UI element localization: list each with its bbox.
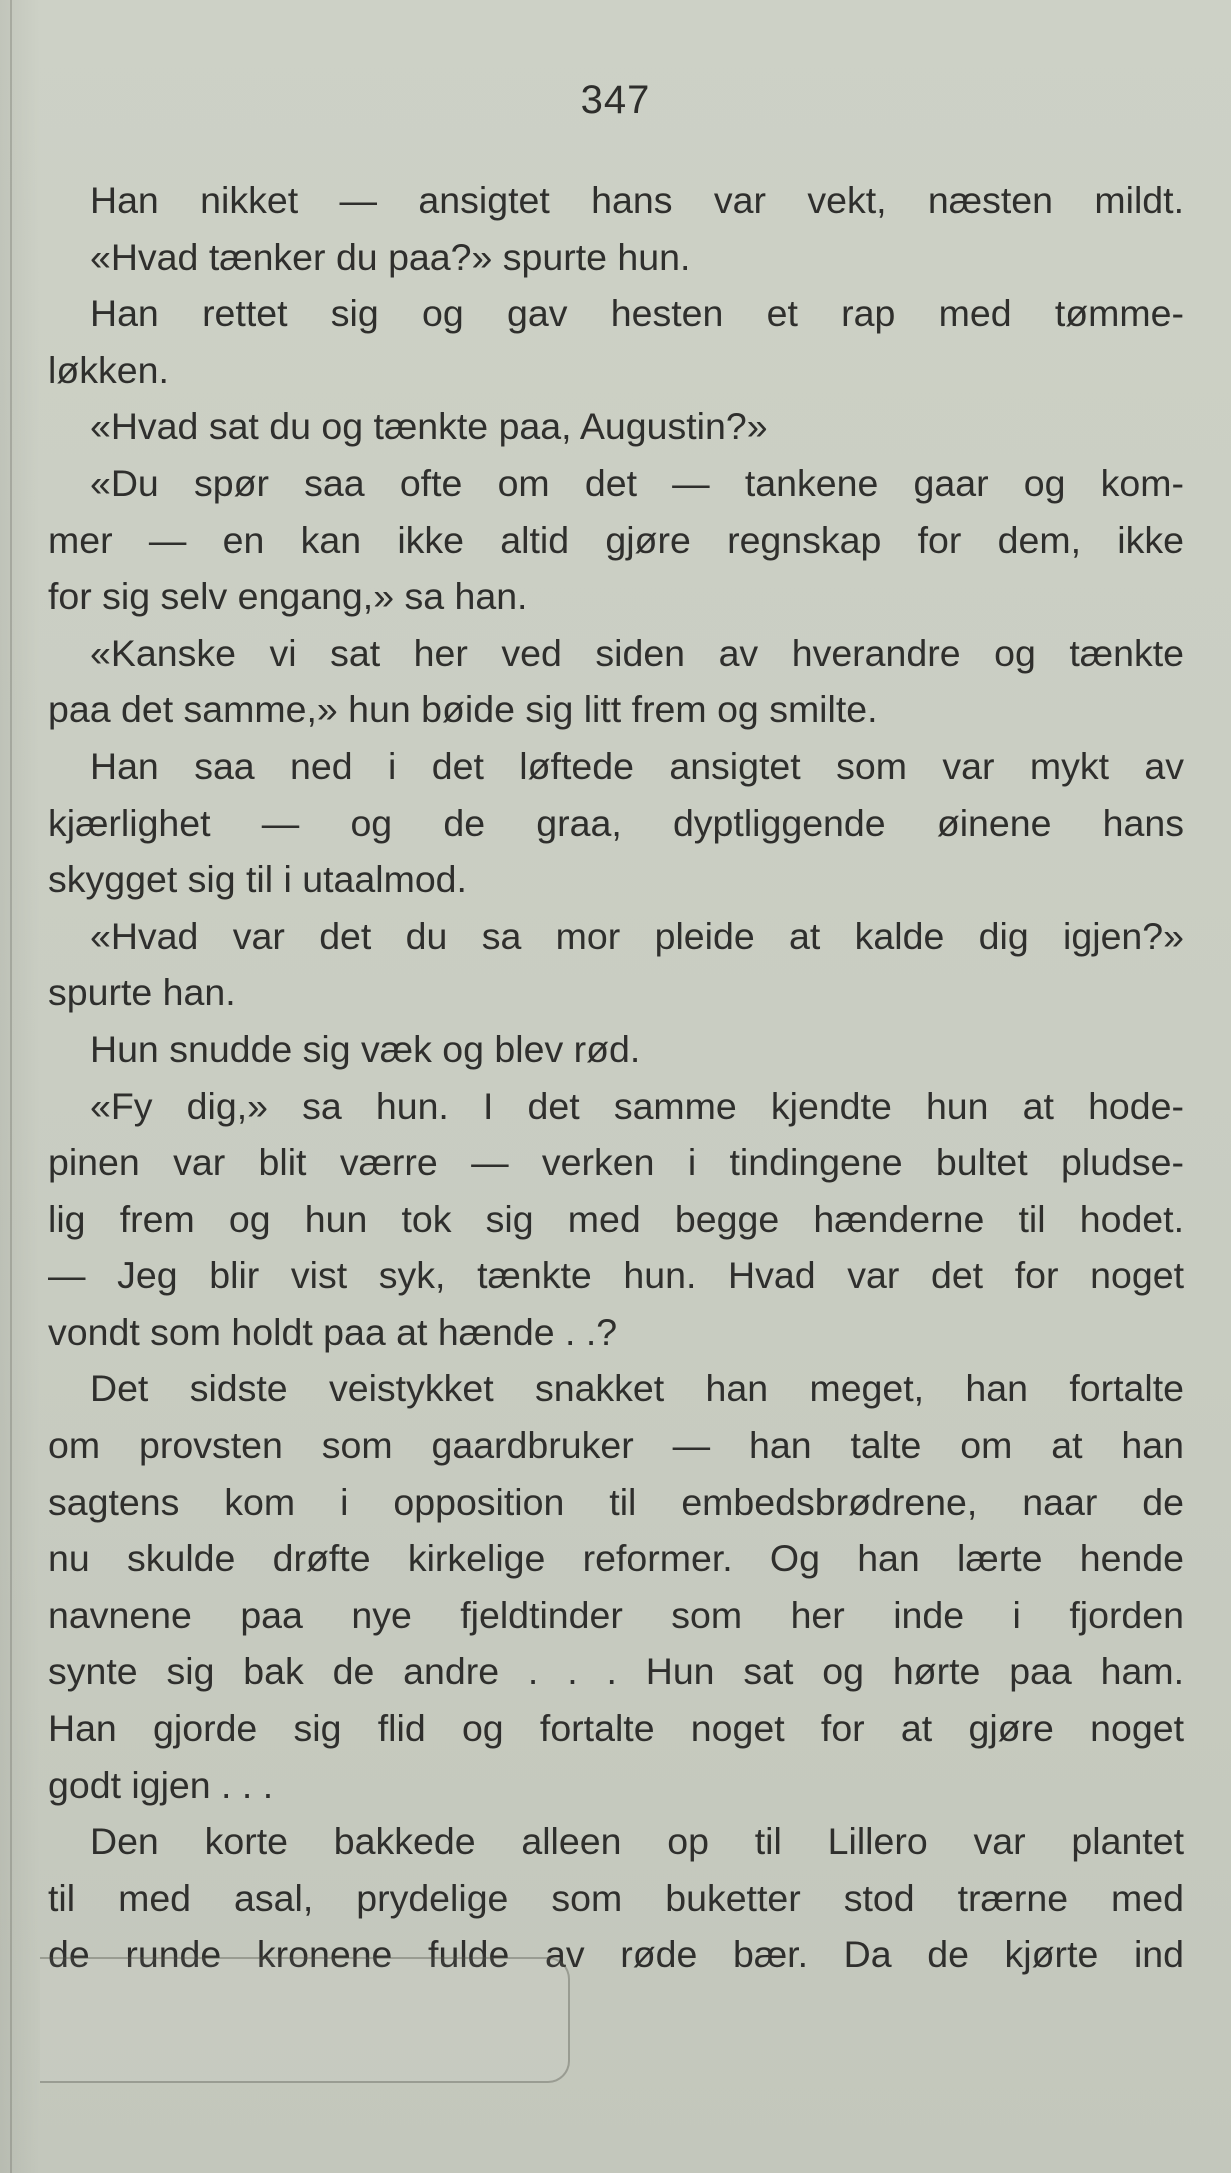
text-line: «Hvad tænker du paa?» spurte hun. (90, 235, 691, 278)
text-line: synte sig bak de andre . . . Hun sat og hørte paa ham. (48, 1650, 1184, 1693)
text-line: «Kanske vi sat her ved siden av hverandre og tænkte (90, 631, 1184, 674)
text-line: de runde kronene fulde av røde bær. Da de kjørte ind (48, 1933, 1184, 1976)
text-line: for sig selv engang,» sa han. (48, 575, 528, 618)
text-line: skygget sig til i utaalmod. (48, 858, 467, 901)
text-line: pinen var blit værre — verken i tindingene bultet pludse- (48, 1141, 1184, 1184)
text-line: — Jeg blir vist syk, tænkte hun. Hvad var det for noget (48, 1254, 1184, 1297)
text-line: lig frem og hun tok sig med begge hænderne til hodet. (48, 1197, 1184, 1240)
text-line: spurte han. (48, 971, 236, 1014)
body-text (48, 172, 1184, 1983)
text-line: Han saa ned i det løftede ansigtet som var mykt av (90, 744, 1184, 787)
text-line: Han gjorde sig flid og fortalte noget for at gjøre noget (48, 1707, 1184, 1750)
text-line: «Hvad sat du og tænkte paa, Augustin?» (90, 405, 768, 448)
page-number: 347 (580, 78, 651, 122)
text-line: Han rettet sig og gav hesten et rap med tømme- (90, 292, 1184, 335)
text-line: Han nikket — ansigtet hans var vekt, næsten mildt. (90, 179, 1184, 221)
text-line: sagtens kom i opposition til embedsbrødrene, naar de (48, 1480, 1184, 1523)
text-line: til med asal, prydelige som buketter stod trærne med (48, 1876, 1184, 1919)
text-line: «Hvad var det du sa mor pleide at kalde dig igjen?» (90, 914, 1184, 957)
text-line: nu skulde drøfte kirkelige reformer. Og han lærte hende (48, 1537, 1184, 1580)
text-line: «Du spør saa ofte om det — tankene gaar og kom- (90, 461, 1184, 504)
text-line: godt igjen . . . (48, 1763, 274, 1806)
text-line: navnene paa nye fjeldtinder som her inde i fjorden (48, 1593, 1184, 1636)
text-line: vondt som holdt paa at hænde . .? (48, 1310, 618, 1353)
text-line: Det sidste veistykket snakket han meget, han fortalte (90, 1367, 1184, 1410)
text-line: kjærlighet — og de graa, dyptliggende øinene hans (48, 801, 1184, 844)
text-line: paa det samme,» hun bøide sig litt frem og smilte. (48, 688, 878, 731)
text-line: løkken. (48, 348, 169, 391)
library-sticker-outline (40, 1957, 570, 2083)
text-line: Den korte bakkede alleen op til Lillero var plantet (90, 1820, 1184, 1863)
text-line: «Fy dig,» sa hun. I det samme kjendte hun at hode- (90, 1084, 1184, 1127)
page-edge-shadow (10, 0, 12, 2173)
text-line: mer — en kan ikke altid gjøre regnskap for dem, ikke (48, 518, 1184, 561)
text-line: Hun snudde sig væk og blev rød. (90, 1027, 641, 1070)
text-line: om provsten som gaardbruker — han talte om at han (48, 1424, 1184, 1467)
